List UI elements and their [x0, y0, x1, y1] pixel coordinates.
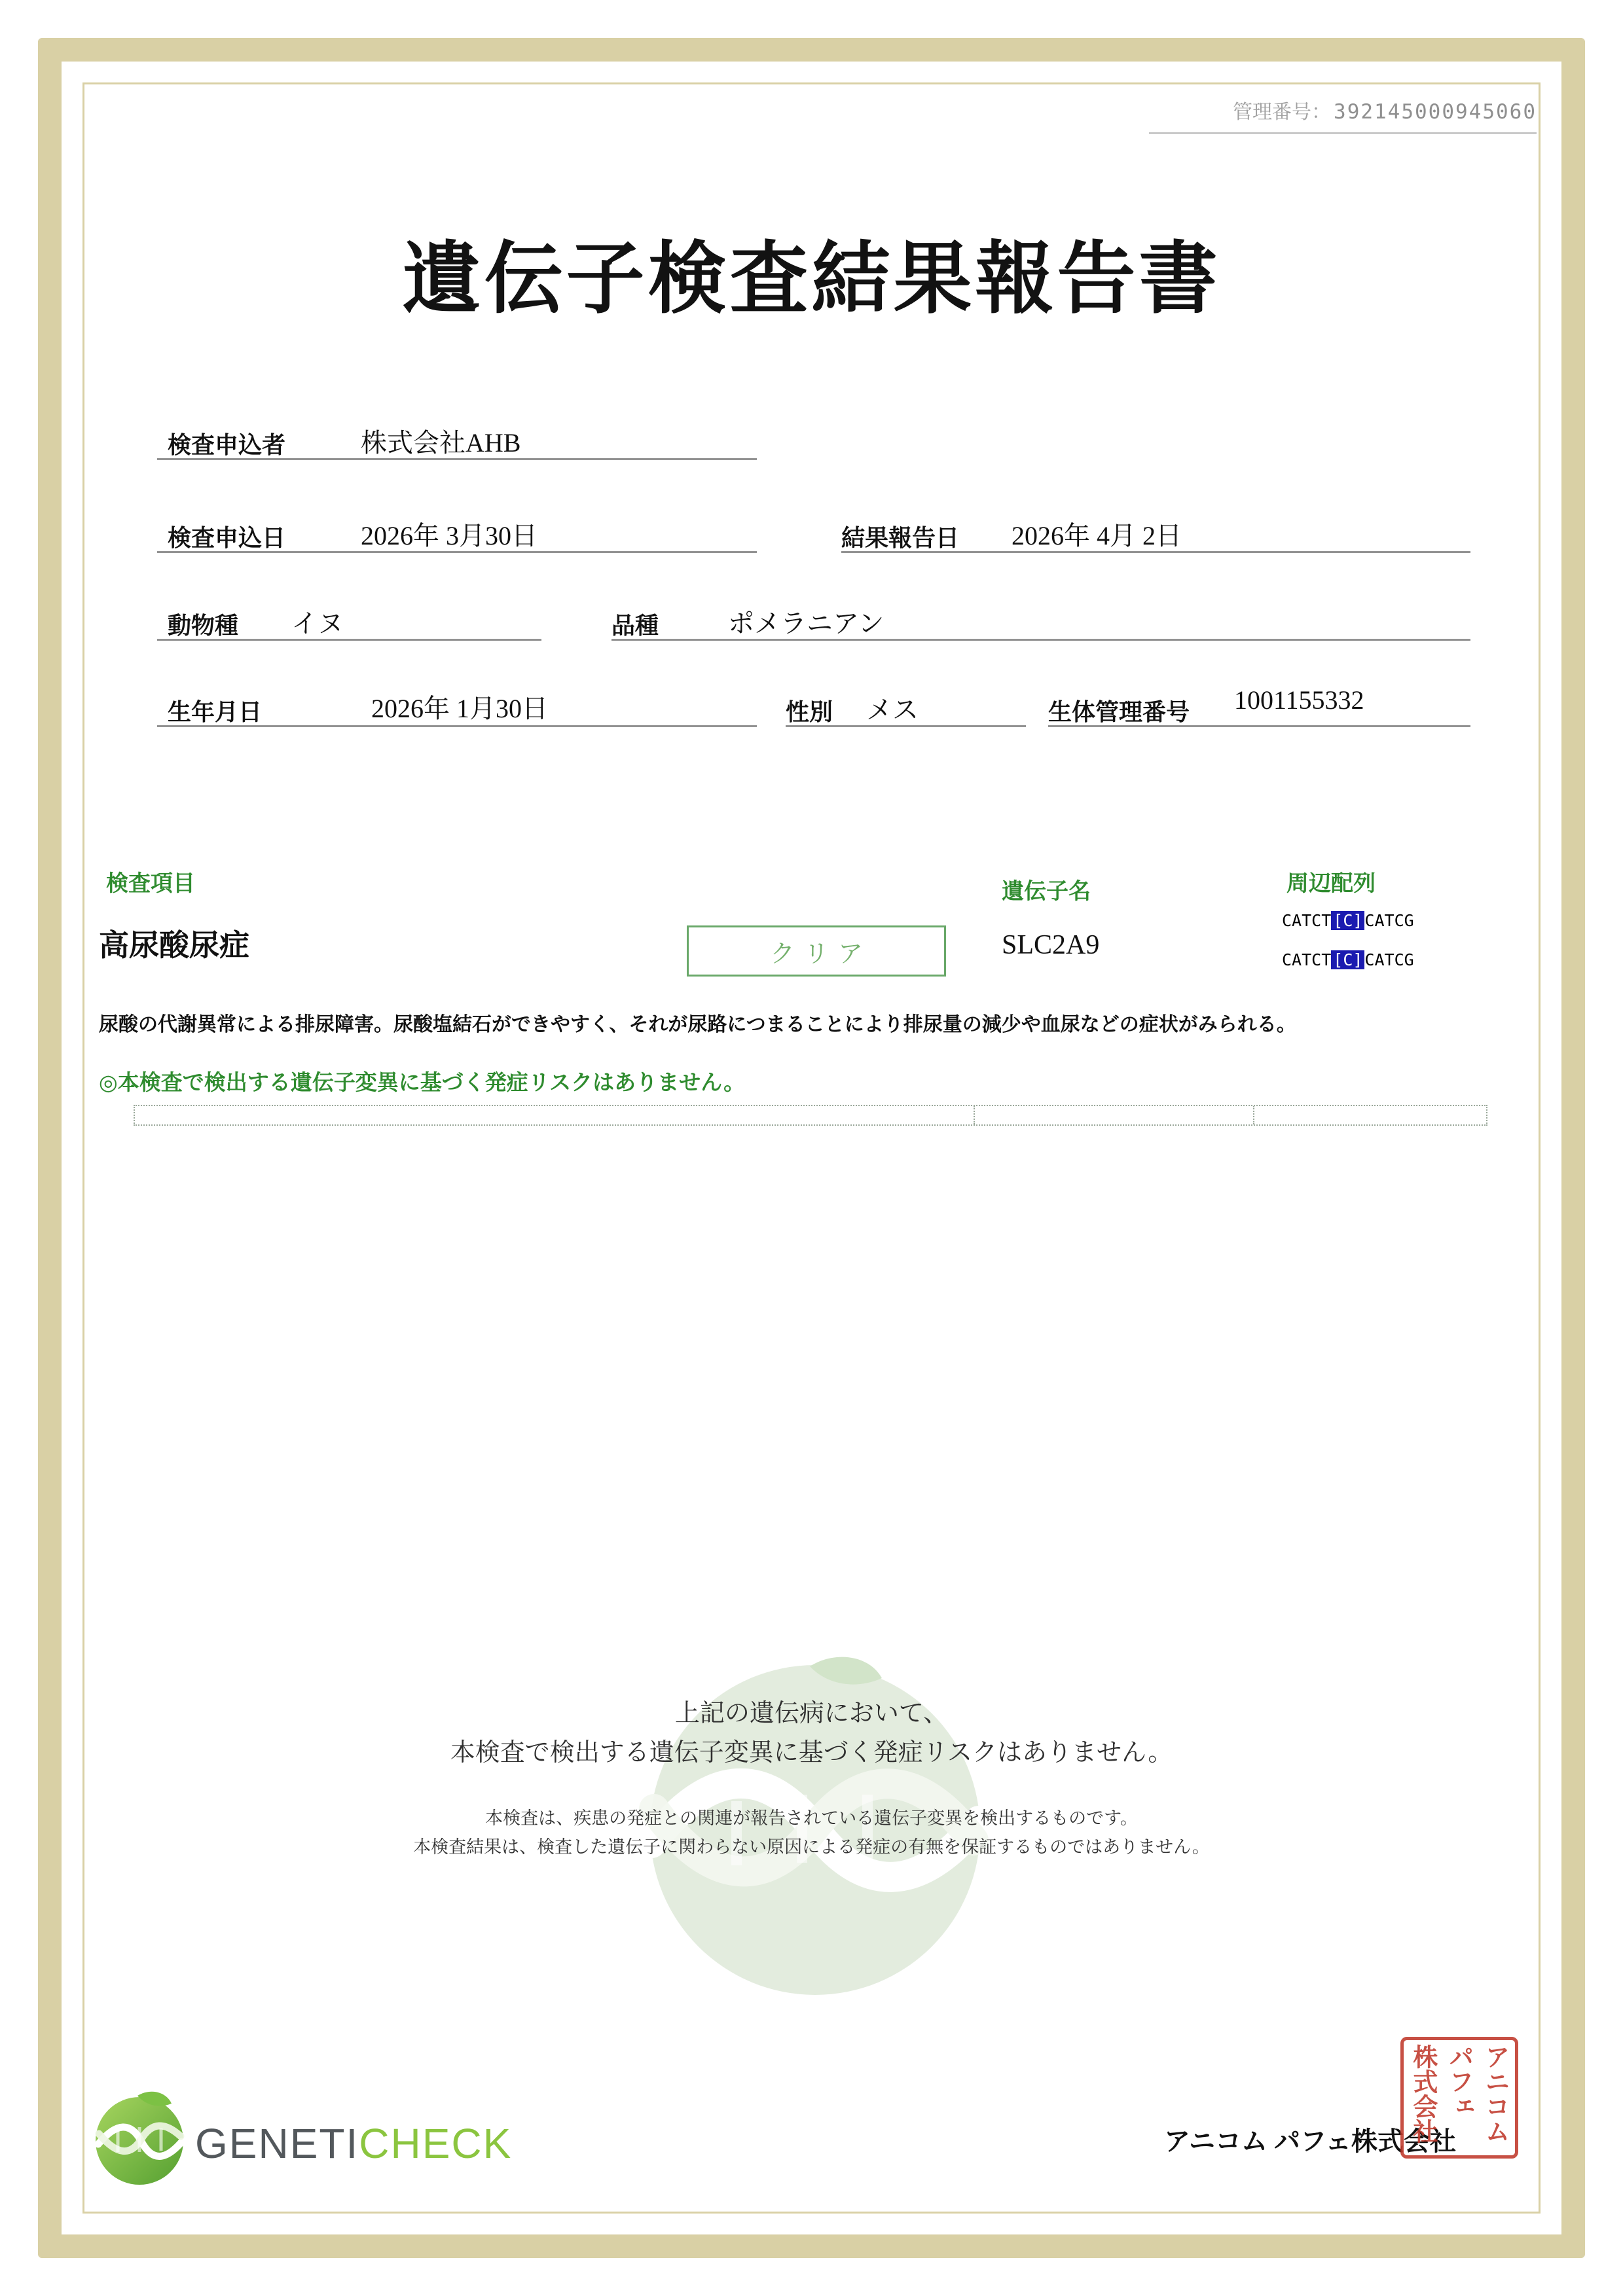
sequence-line-2: [1282, 950, 1414, 969]
sequence-allele: [C]: [1331, 911, 1364, 930]
species-value: イヌ: [291, 609, 344, 638]
underline: [157, 639, 541, 641]
underline: [786, 725, 1026, 727]
birth-date-label: 生年月日: [168, 699, 263, 725]
summary-line-2: 本検査で検出する遺伝子変異に基づく発症リスクはありません。: [450, 1739, 1173, 1767]
sex-label: 性別: [786, 699, 833, 725]
sequence-prefix: CATCT: [1282, 950, 1332, 969]
seal-column: パフェ: [1444, 2044, 1472, 2119]
applicant-value: 株式会社AHB: [361, 428, 521, 457]
underline: [157, 725, 757, 727]
breed-value: ポメラニアン: [728, 609, 884, 638]
summary-note-2: 本検査結果は、検査した遺伝子に関わらない原因による発症の有無を保証するものではありません。: [413, 1837, 1210, 1857]
underline: [157, 458, 757, 460]
report-date-value: 2026年 4月 2日: [1012, 521, 1182, 550]
species-label: 動物種: [168, 613, 239, 639]
underline: [157, 551, 757, 553]
applicant-label: 検査申込者: [168, 432, 286, 458]
gene-name-header: 遺伝子名: [1002, 880, 1091, 904]
geneticheck-logo-icon: [90, 2089, 189, 2187]
underline: [611, 639, 1470, 641]
status-label: クリア: [769, 940, 872, 968]
dotted-divider: [1253, 1106, 1254, 1124]
test-item-header: 検査項目: [106, 872, 195, 896]
logo-text-geneti: GENETI: [195, 2120, 359, 2167]
seal-column: アニコム: [1481, 2044, 1508, 2144]
management-number-label: 管理番号：: [1233, 101, 1332, 123]
animal-id-label: 生体管理番号: [1048, 699, 1190, 725]
animal-id-value: 1001155332: [1234, 685, 1364, 715]
summary-line-1: 上記の遺伝病において、: [674, 1700, 949, 1727]
empty-result-row: [134, 1105, 1487, 1126]
underline: [1048, 725, 1470, 727]
gene-name-value: SLC2A9: [1002, 930, 1100, 960]
sex-value: メス: [866, 695, 919, 725]
company-name: アニコム パフェ株式会社: [1164, 2126, 1456, 2156]
sequence-line-1: [1282, 911, 1414, 930]
sequence-prefix: CATCT: [1282, 911, 1332, 930]
dotted-divider: [974, 1106, 975, 1124]
disease-description: 尿酸の代謝異常による排尿障害。尿酸塩結石ができやすく、それが尿路につまることにより排尿量の減少や血尿などの症状がみられる。: [99, 1014, 1296, 1035]
status-badge-clear: [687, 925, 946, 977]
summary-note-1: 本検査は、疾患の発症との関連が報告されている遺伝子変異を検出するものです。: [485, 1808, 1138, 1828]
sequence-suffix: CATCG: [1364, 911, 1414, 930]
logo-text-check: CHECK: [359, 2120, 513, 2167]
seal-column: 株式会社: [1408, 2044, 1436, 2144]
sequence-suffix: CATCG: [1364, 950, 1414, 969]
apply-date-label: 検査申込日: [168, 525, 286, 551]
underline: [841, 551, 1470, 553]
birth-date-value: 2026年 1月30日: [371, 694, 548, 723]
apply-date-value: 2026年 3月30日: [361, 521, 538, 550]
risk-note: ◎本検査で検出する遺伝子変異に基づく発症リスクはありません。: [99, 1071, 746, 1095]
sequence-allele: [C]: [1331, 950, 1364, 969]
page-title: 遺伝子検査結果報告書: [402, 236, 1221, 323]
report-date-label: 結果報告日: [841, 525, 960, 551]
breed-label: 品種: [611, 613, 659, 639]
management-number-value: 392145000945060: [1334, 100, 1537, 124]
sequence-header: 周辺配列: [1286, 872, 1376, 896]
management-number: [1149, 96, 1537, 134]
test-item-name: 高尿酸尿症: [99, 929, 249, 962]
company-seal-stamp: [1400, 2037, 1518, 2159]
geneticheck-logo-text: [195, 2119, 512, 2168]
